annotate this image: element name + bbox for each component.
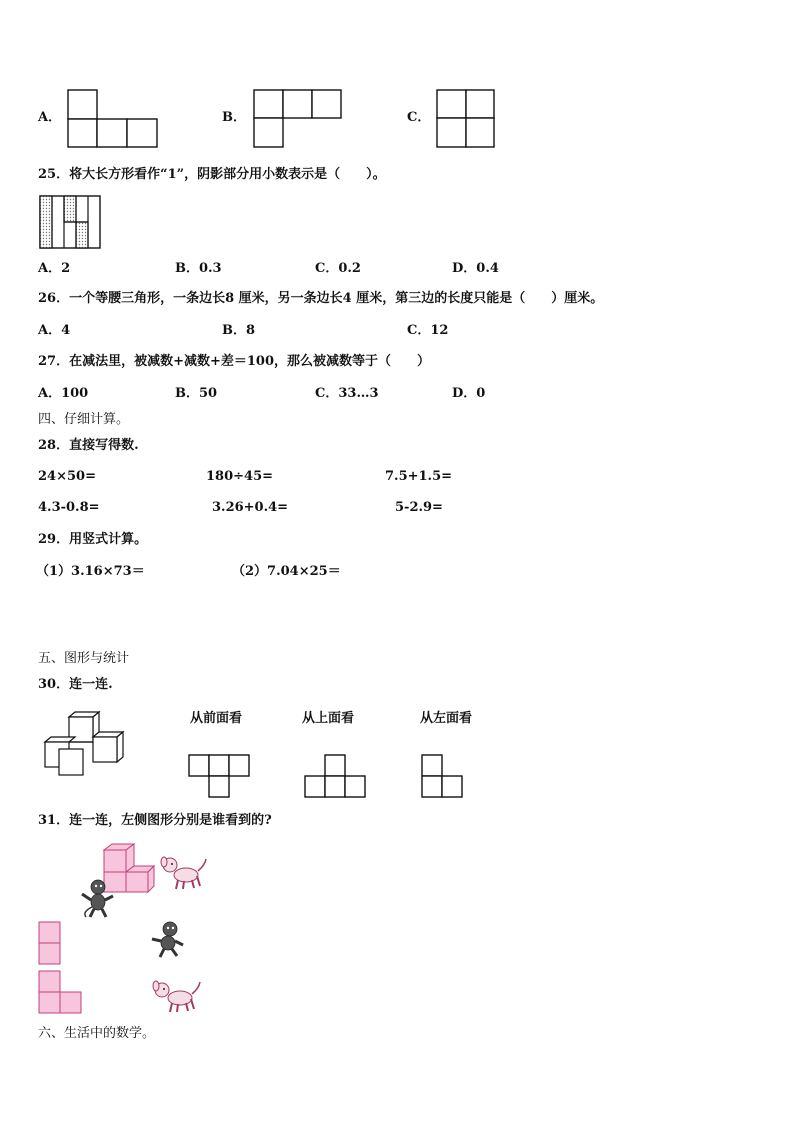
q29-stem: 29．用竖式计算。 [38,532,148,547]
q30-stem: 30．连一连. [38,677,113,692]
q27-option-b: B．50 [175,386,218,401]
q27-option-c: C．33…3 [315,386,379,401]
q26-option-b: B．8 [222,323,256,338]
q24-option-a-label: A． [38,110,62,125]
section-4-title: 四、仔细计算。 [38,412,130,427]
q28-item: 180÷45= [206,469,274,484]
q30-view-label-front: 从前面看 [190,711,243,726]
q27-option-d: D．0 [452,386,486,401]
q24-option-c-label: C． [407,110,431,125]
q31-stem: 31．连一连，左侧图形分别是谁看到的? [38,813,272,828]
q30-view-label-left: 从左面看 [420,711,473,726]
q26-option-a: A．4 [38,323,71,338]
q26-stem: 26．一个等腰三角形，一条边长8 厘米，另一条边长4 厘米，第三边的长度只能是（ ）厘米。 [38,291,604,306]
q25-option-a: A．2 [38,261,71,276]
monkey-icon [80,878,116,918]
dog-icon [158,855,208,891]
q25-option-b: B．0.3 [175,261,222,276]
q27-option-a: A．100 [38,386,89,401]
q28-item: 3.26+0.4= [212,500,289,515]
q30-top-view-figure [304,754,368,798]
q27-stem: 27．在减法里，被减数+减数+差＝100，那么被减数等于（ ） [38,354,431,369]
section-5-title: 五、图形与统计 [38,651,130,666]
q25-option-d: D．0.4 [452,261,499,276]
q25-rectangle-figure [39,195,103,249]
q28-item: 5-2.9= [395,500,443,515]
q24-option-c-figure [436,89,496,149]
q28-item: 7.5+1.5= [385,469,453,484]
dog-icon [150,978,202,1014]
q31-view-l-shape [38,970,84,1014]
q29-item: （2）7.04×25＝ [232,564,341,579]
q25-option-c: C．0.2 [315,261,361,276]
q28-stem: 28．直接写得数. [38,438,139,453]
q24-option-b-label: B． [222,110,246,125]
q31-view-two-stacked [38,921,62,965]
q24-option-a-figure [67,89,159,149]
q25-stem: 25．将大长方形看作“1”，阴影部分用小数表示是（ ）。 [38,167,386,182]
q30-front-view-figure [188,754,252,798]
q30-cube-solid-figure [43,711,125,777]
section-6-title: 六、生活中的数学。 [38,1026,156,1041]
q28-item: 24×50= [38,469,96,484]
q29-item: （1）3.16×73＝ [36,564,145,579]
q26-option-c: C．12 [407,323,449,338]
q30-view-label-top: 从上面看 [302,711,355,726]
q24-option-b-figure [253,89,343,149]
monkey-icon [150,920,186,958]
q28-item: 4.3-0.8= [38,500,100,515]
q30-left-view-figure [421,754,465,798]
